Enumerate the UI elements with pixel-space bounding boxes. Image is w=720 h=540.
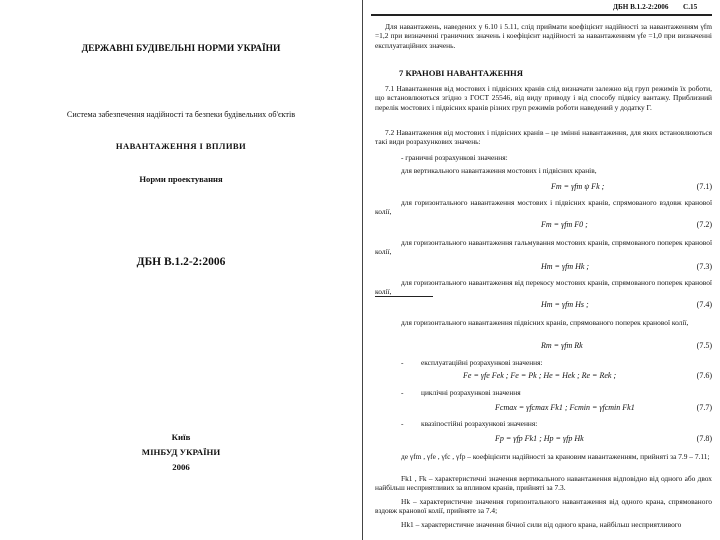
formula-7-5-number: (7.5) (696, 341, 712, 350)
formula-7-6: Fe = γfe Fek ; Fe = Pk ; He = Hek ; Re = Rek ; (463, 371, 617, 380)
publisher: МІНБУД УКРАЇНИ (141, 447, 221, 457)
city: Київ (171, 432, 191, 442)
formula-7-5: Rm = γfm Rk (541, 341, 583, 350)
text-page (363, 0, 720, 540)
norms-subtitle: Норми проектування (139, 174, 223, 184)
system-title: Система забезпечення надійності та безпеки будівельних об'єктів (66, 110, 296, 119)
formula-7-6-number: (7.6) (696, 371, 712, 380)
header-page-number: С.15 (683, 3, 698, 11)
list-service-values: експлуатаційні розрахункові значення: (421, 358, 543, 367)
paragraph-7-1: 7.1 Навантаження від мостових і підвісних кранів слід визначати залежно від груп режимів їх роботи, що встановлюються згідно з ГОСТ 25546, від виду приводу і від способу підвісу вантажу. Приблизний перелік мостових і підвісних кранів різних груп режимів роботи наведений у додатку Г. (375, 84, 712, 112)
header-code: ДБН В.1.2-2:2006 (613, 3, 669, 11)
formula-7-1: Fm = γfm ψ Fk ; (551, 182, 605, 191)
formula-7-4-number: (7.4) (696, 300, 712, 309)
formula-7-8-number: (7.8) (696, 434, 712, 443)
formula-7-1-number: (7.1) (696, 182, 712, 191)
bullet-dash: - (401, 358, 404, 367)
formula-7-7: Fcmax = γfcmax Fk1 ; Fcmin = γfcmin Fk1 (495, 403, 635, 412)
definition-fk: Fk1 , Fk – характеристичні значення вертикального навантаження відповідно від одного або двох найбільш несприятливих за впливом кранів, прийняті за 7.3. (375, 474, 712, 493)
section-title: 7 КРАНОВІ НАВАНТАЖЕННЯ (399, 68, 523, 78)
vertical-load-caption: для вертикального навантаження мостових і підвісних кранів, (401, 166, 597, 175)
where-clause: де γfm , γfe , γfc , γfp – коефіцієнти надійності за крановим навантаженням, прийняті за 7.9 – 7.11; (401, 452, 710, 461)
bullet-dash: - (401, 388, 404, 397)
definition-hk: Hk – характеристичне значення горизонтального навантаження від одного крана, спрямованого вздовж кранової колії, прийняте за 7.4; (375, 497, 712, 516)
paragraph-7-2: 7.2 Навантаження від мостових і підвісних кранів – це змінні навантаження, для яких встановлюються такі види розрахункових значень: (375, 128, 712, 147)
definition-h0: Hk1 – характеристичне значення бічної сили від одного крана, найбільш несприятливого (401, 520, 682, 529)
braking-load-caption: для горизонтального навантаження гальмування мостових кранів, спрямованого поперек кранової колії, (375, 238, 712, 257)
formula-7-8: Fp = γfp Fk1 ; Hp = γfp Hk (495, 434, 584, 443)
skew-load-caption: для горизонтального навантаження від перекосу мостових кранів, спрямованого поперек кранової колії, (375, 278, 712, 297)
header-rule (371, 14, 712, 16)
travel-load-caption: для горизонтального навантаження мостових і підвісних кранів, спрямованого вздовж кранової колії, (375, 198, 712, 217)
subject-title: НАВАНТАЖЕННЯ І ВПЛИВИ (115, 141, 247, 151)
formula-7-3-number: (7.3) (696, 262, 712, 271)
list-quasi-permanent-values: квазіпостійні розрахункові значення: (421, 419, 538, 428)
year: 2006 (172, 462, 190, 472)
bullet-dash: - (401, 419, 404, 428)
suspended-load-caption: для горизонтального навантаження підвісних кранів, спрямованого поперек кранової колії, (401, 318, 689, 327)
document-series-title: ДЕРЖАВНІ БУДІВЕЛЬНІ НОРМИ УКРАЇНИ (81, 44, 281, 54)
formula-7-7-number: (7.7) (696, 403, 712, 412)
formula-7-2-number: (7.2) (696, 220, 712, 229)
formula-7-3: Hm = γfm Hk ; (541, 262, 590, 271)
list-cyclic-values: циклічні розрахункові значення (421, 388, 521, 397)
list-limit-values: - граничні розрахункові значення: (401, 153, 508, 162)
underline-rule (375, 296, 433, 297)
formula-7-4: Hm = γfm Hs ; (541, 300, 589, 309)
document-code: ДБН В.1.2-2:2006 (136, 256, 226, 268)
formula-7-2: Fm = γfm F0 ; (541, 220, 588, 229)
intro-paragraph: Для навантажень, наведених у 6.10 і 5.11, слід приймати коефіцієнт надійності за навантаженням γfm =1,2 при визначенні граничних значень і коефіцієнт надійності за навантаженням γfe =1,0 при визначенні експлуатаційних значень. (375, 22, 712, 50)
